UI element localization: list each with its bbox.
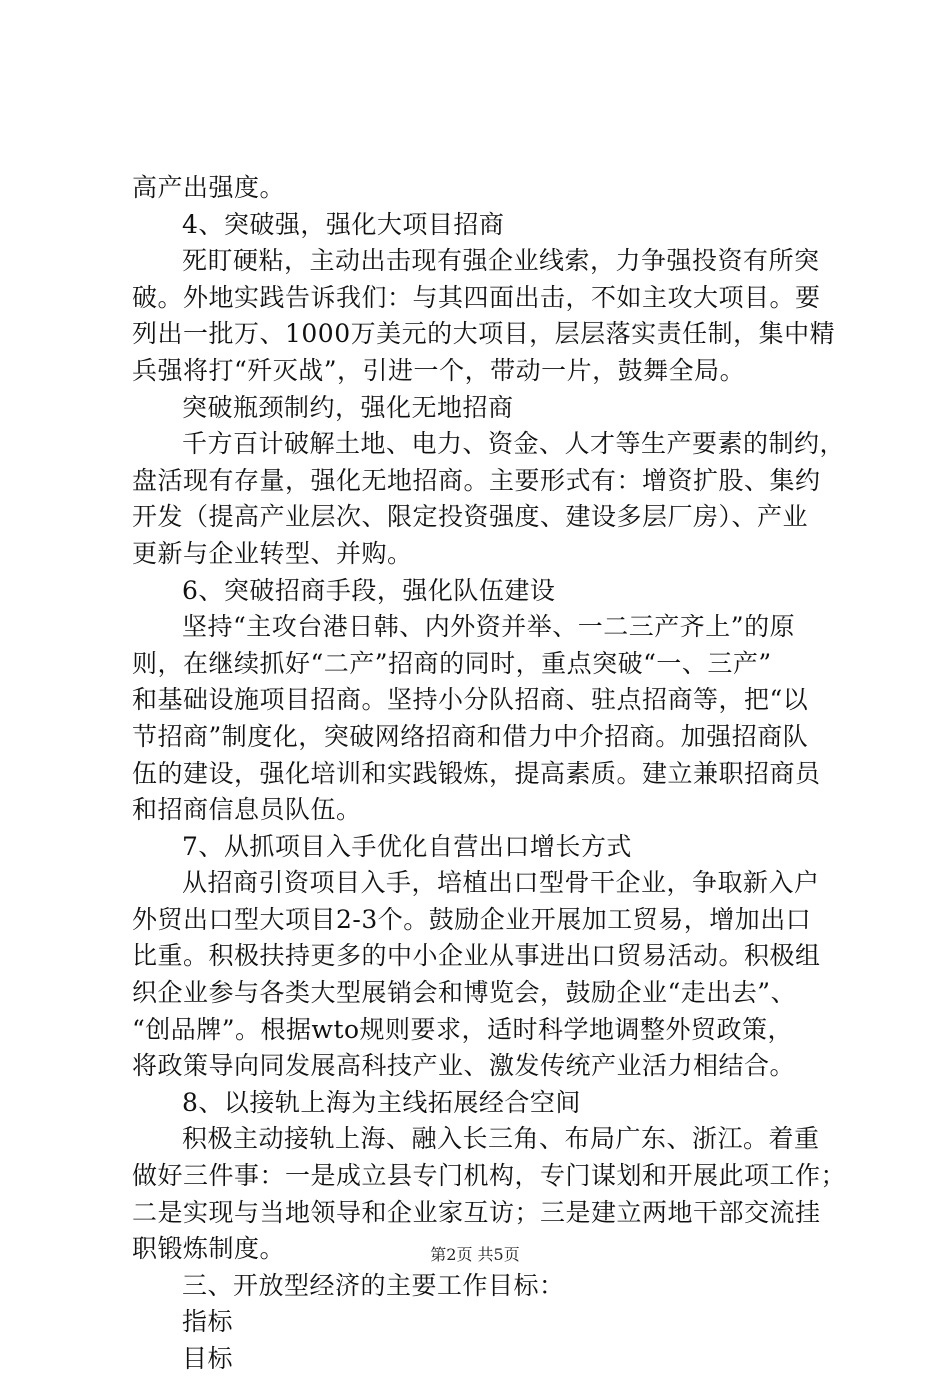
text-line: 指标 (182, 1307, 234, 1337)
body-text (132, 170, 847, 1378)
text-line: 节招商”制度化，突破网络招商和借力中介招商。加强招商队 (132, 721, 809, 751)
text-line: 三、开放型经济的主要工作目标： (182, 1270, 565, 1300)
text-line: 二是实现与当地领导和企业家互访；三是建立两地干部交流挂 (132, 1197, 821, 1227)
text-line: 突破瓶颈制约，强化无地招商 (182, 392, 514, 422)
text-line: 开发（提高产业层次、限定投资强度、建设多层厂房）、产业 (132, 502, 809, 532)
text-line: 积极主动接轨上海、融入长三角、布局广东、浙江。着重 (182, 1124, 820, 1154)
text-line: 目标 (182, 1344, 234, 1373)
text-line: 坚持“主攻台港日韩、内外资并举、一二三产齐上”的原 (182, 612, 796, 642)
text-line: 8、以接轨上海为主线拓展经合空间 (182, 1087, 581, 1117)
text-line: 高产出强度。 (132, 173, 286, 202)
text-line: 伍的建设，强化培训和实践锻炼，提高素质。建立兼职招商员 (132, 758, 821, 788)
text-line: 4、突破强，强化大项目招商 (182, 209, 505, 239)
text-line: 则，在继续抓好“二产”招商的同时，重点突破“一、三产” (132, 648, 772, 678)
text-line: 从招商引资项目入手，培植出口型骨干企业，争取新入户 (182, 868, 820, 898)
text-line: 外贸出口型大项目2-3个。鼓励企业开展加工贸易，增加出口 (132, 904, 812, 934)
text-line: 将政策导向同发展高科技产业、激发传统产业活力相结合。 (132, 1051, 796, 1081)
text-line: 更新与企业转型、并购。 (132, 538, 413, 568)
text-line: “创品牌”。根据wto规则要求，适时科学地调整外贸政策， (132, 1014, 794, 1044)
text-line: 做好三件事：一是成立县专门机构，专门谋划和开展此项工作； (132, 1161, 847, 1191)
text-line: 比重。积极扶持更多的中小企业从事进出口贸易活动。积极组 (132, 941, 821, 971)
text-line: 死盯硬粘，主动出击现有强企业线索，力争强投资有所突 (182, 246, 820, 276)
text-line: 列出一批万、1000万美元的大项目，层层落实责任制，集中精 (132, 319, 836, 349)
text-line: 兵强将打“歼灭战”，引进一个，带动一片，鼓舞全局。 (132, 355, 746, 385)
text-line: 6、突破招商手段，强化队伍建设 (182, 575, 556, 605)
text-line: 职锻炼制度。 (132, 1234, 286, 1264)
text-line: 千方百计破解土地、电力、资金、人才等生产要素的制约， (182, 429, 846, 459)
page-footer: 第2页 共5页 (430, 1245, 520, 1264)
text-line: 7、从抓项目入手优化自营出口增长方式 (182, 831, 632, 861)
text-line: 和基础设施项目招商。坚持小分队招商、驻点招商等，把“以 (132, 685, 809, 715)
text-line: 和招商信息员队伍。 (132, 795, 362, 825)
text-line: 破。外地实践告诉我们：与其四面出击，不如主攻大项目。要 (132, 282, 821, 312)
text-line: 盘活现有存量，强化无地招商。主要形式有：增资扩股、集约 (132, 465, 821, 495)
text-line: 织企业参与各类大型展销会和博览会，鼓励企业“走出去”、 (132, 978, 797, 1008)
